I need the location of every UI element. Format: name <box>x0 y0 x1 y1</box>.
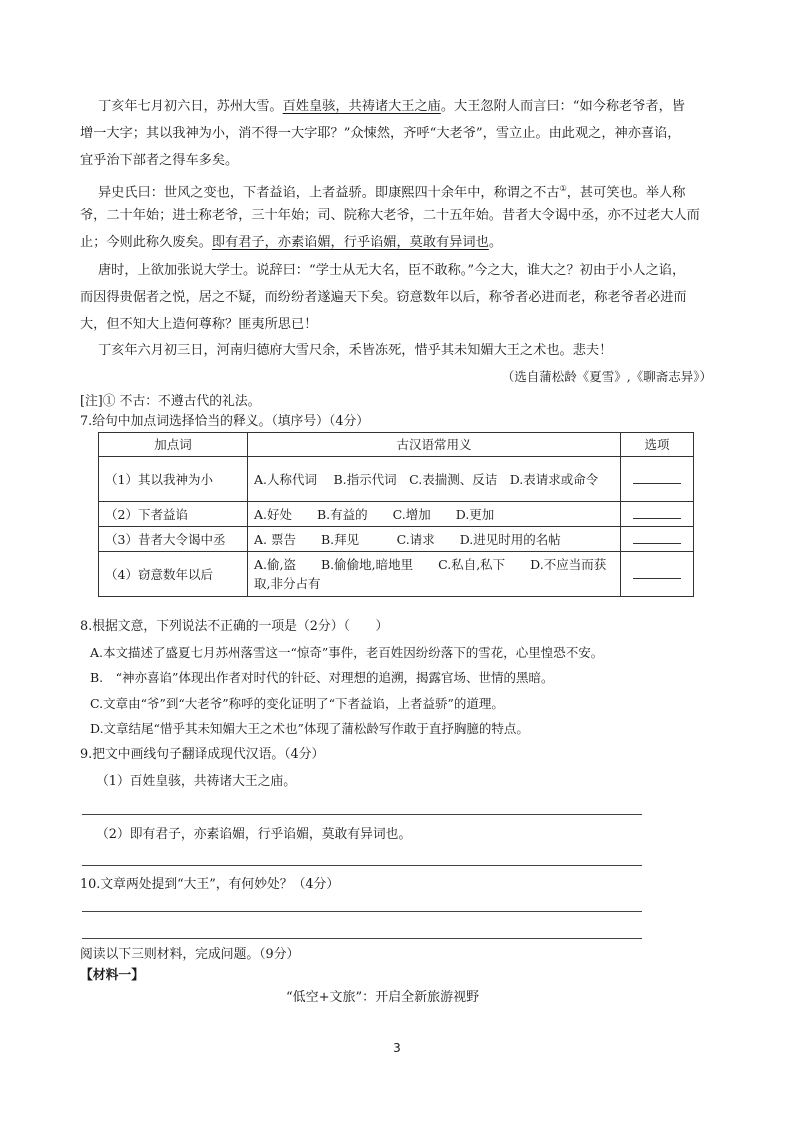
passage-source: （选自蒲松龄《夏雪》,《聊斋志异》） <box>501 369 712 384</box>
q9-sentence-2: （2）即有君子，亦素谄媚，行乎谄媚，莫敢有异词也。 <box>96 827 412 842</box>
passage-p3-line2: 而因得贵倨者之悦，居之不疑，而纷纷者遂遍天下矣。窃意数年以后，称爷者必进而老，称老爷者必进而 <box>80 290 687 305</box>
answer-blank[interactable] <box>633 504 681 519</box>
header-meaning: 古汉语常用义 <box>248 433 621 457</box>
row3-word: （3）昔者大令谒中丞 <box>99 527 248 552</box>
header-word: 加点词 <box>99 433 248 457</box>
q8-option-b[interactable]: B. “神亦喜谄”体现出作者对时代的针砭、对理想的追溯，揭露官场、世情的黑暗。 <box>90 670 554 685</box>
row2-word: （2）下者益谄 <box>99 502 248 527</box>
row2-meaning: A.好处 B.有益的 C.增加 D.更加 <box>248 502 621 527</box>
q7-title: 7.给句中加点词选择恰当的释义。（填序号）（4分） <box>80 414 370 429</box>
passage-p1-line1: 丁亥年七月初六日，苏州大雪。百姓皇骇，共祷诸大王之庙。大王忽附人而言曰：“如今称老爷者，皆 <box>98 99 685 114</box>
q9-answer-line-2[interactable] <box>82 865 642 866</box>
passage-p2-line3: 止；今则此称久废矣。即有君子，亦素谄媚，行乎谄媚，莫敢有异词也。 <box>80 235 502 250</box>
material-one-heading: “低空+文旅”：开启全新旅游视野 <box>286 990 480 1005</box>
passage-p3-line3: 大，但不知大上造何尊称？匪夷所思已！ <box>80 317 318 332</box>
table-row <box>99 457 694 502</box>
reading-intro: 阅读以下三则材料，完成问题。（9分） <box>80 947 300 962</box>
table-row <box>99 502 694 527</box>
row3-meaning: A. 票告 B.拜见 C.请求 D.进见时用的名帖 <box>248 527 621 552</box>
passage-p1-line3: 宜乎治下部者之得车多矣。 <box>80 153 239 168</box>
q9-sentence-1: （1）百姓皇骇，共祷诸大王之庙。 <box>96 774 297 789</box>
underlined-sentence-2: 即有君子，亦素谄媚，行乎谄媚，莫敢有异词也 <box>211 235 489 250</box>
passage-p3-line1: 唐时，上欲加张说大学士。说辞曰：“学士从无大名，臣不敢称。”今之大，谁大之？初由于小人之谄， <box>98 263 686 278</box>
underlined-sentence-1: 百姓皇骇，共祷诸大王之庙 <box>282 99 441 114</box>
q10-answer-line-2[interactable] <box>82 938 642 939</box>
material-one-label: 【材料一】 <box>80 968 144 983</box>
q9-answer-line-1[interactable] <box>82 814 642 815</box>
table-header-row <box>99 433 694 457</box>
row4-word: （4）窃意数年以后 <box>99 552 248 597</box>
passage-p1-line2: 增一大字；其以我神为小，消不得一大字耶？”众悚然，齐呼“大老爷”，雪立止。由此观之，神亦喜谄， <box>80 126 681 141</box>
answer-blank[interactable] <box>633 529 681 544</box>
answer-blank[interactable] <box>633 564 681 579</box>
row2-answer[interactable] <box>621 502 694 527</box>
q7-table <box>98 432 694 597</box>
passage-p4: 丁亥年六月初三日，河南归德府大雪尺余，禾皆冻死，惜乎其未知媚大王之术也。悲夫！ <box>98 343 613 358</box>
q8-option-c[interactable]: C.文章由“爷”到“大老爷”称呼的变化证明了“下者益谄，上者益骄”的道理。 <box>90 696 504 711</box>
table-row <box>99 527 694 552</box>
q8-title: 8.根据文意，下列说法不正确的一项是（2分）（ ） <box>80 619 389 634</box>
row1-answer[interactable] <box>621 457 694 502</box>
row3-answer[interactable] <box>621 527 694 552</box>
q10-answer-line-1[interactable] <box>82 911 642 912</box>
row1-meaning: A.人称代词 B.指示代词 C.表揣测、反诘 D.表请求或命令 <box>248 457 621 502</box>
q9-title: 9.把文中画线句子翻译成现代汉语。（4分） <box>80 747 325 762</box>
header-option: 选项 <box>621 433 694 457</box>
passage-p2-line1: 异史氏曰：世风之变也，下者益谄，上者益骄。即康熙四十余年中，称谓之不古①，甚可笑也。举人称 <box>98 184 686 201</box>
row1-word: （1）其以我神为小 <box>99 457 248 502</box>
passage-p2-line2: 爷，二十年始；进士称老爷，三十年始；司、院称大老爷，二十五年始。昔者大令谒中丞，亦不过老大人而 <box>80 208 700 223</box>
footnote-marker: ① <box>559 184 567 193</box>
row4-meaning: A.偷,盗 B.偷偷地,暗地里 C.私自,私下 D.不应当而获取,非分占有 <box>248 552 621 597</box>
table-row <box>99 552 694 597</box>
q8-option-a[interactable]: A.本文描述了盛夏七月苏州落雪这一“惊奇”事件，老百姓因纷纷落下的雪花，心里惶恐不安。 <box>90 645 604 660</box>
q10-title: 10.文章两处提到“大王”，有何妙处？（4分） <box>80 877 340 892</box>
page-number: 3 <box>393 1041 401 1055</box>
q8-option-d[interactable]: D.文章结尾“惜乎其未知媚大王之术也”体现了蒲松龄写作敢于直抒胸臆的特点。 <box>90 721 529 736</box>
row4-answer[interactable] <box>621 552 694 597</box>
footnote: [注]① 不古：不遵古代的礼法。 <box>80 394 261 409</box>
answer-blank[interactable] <box>633 469 681 484</box>
